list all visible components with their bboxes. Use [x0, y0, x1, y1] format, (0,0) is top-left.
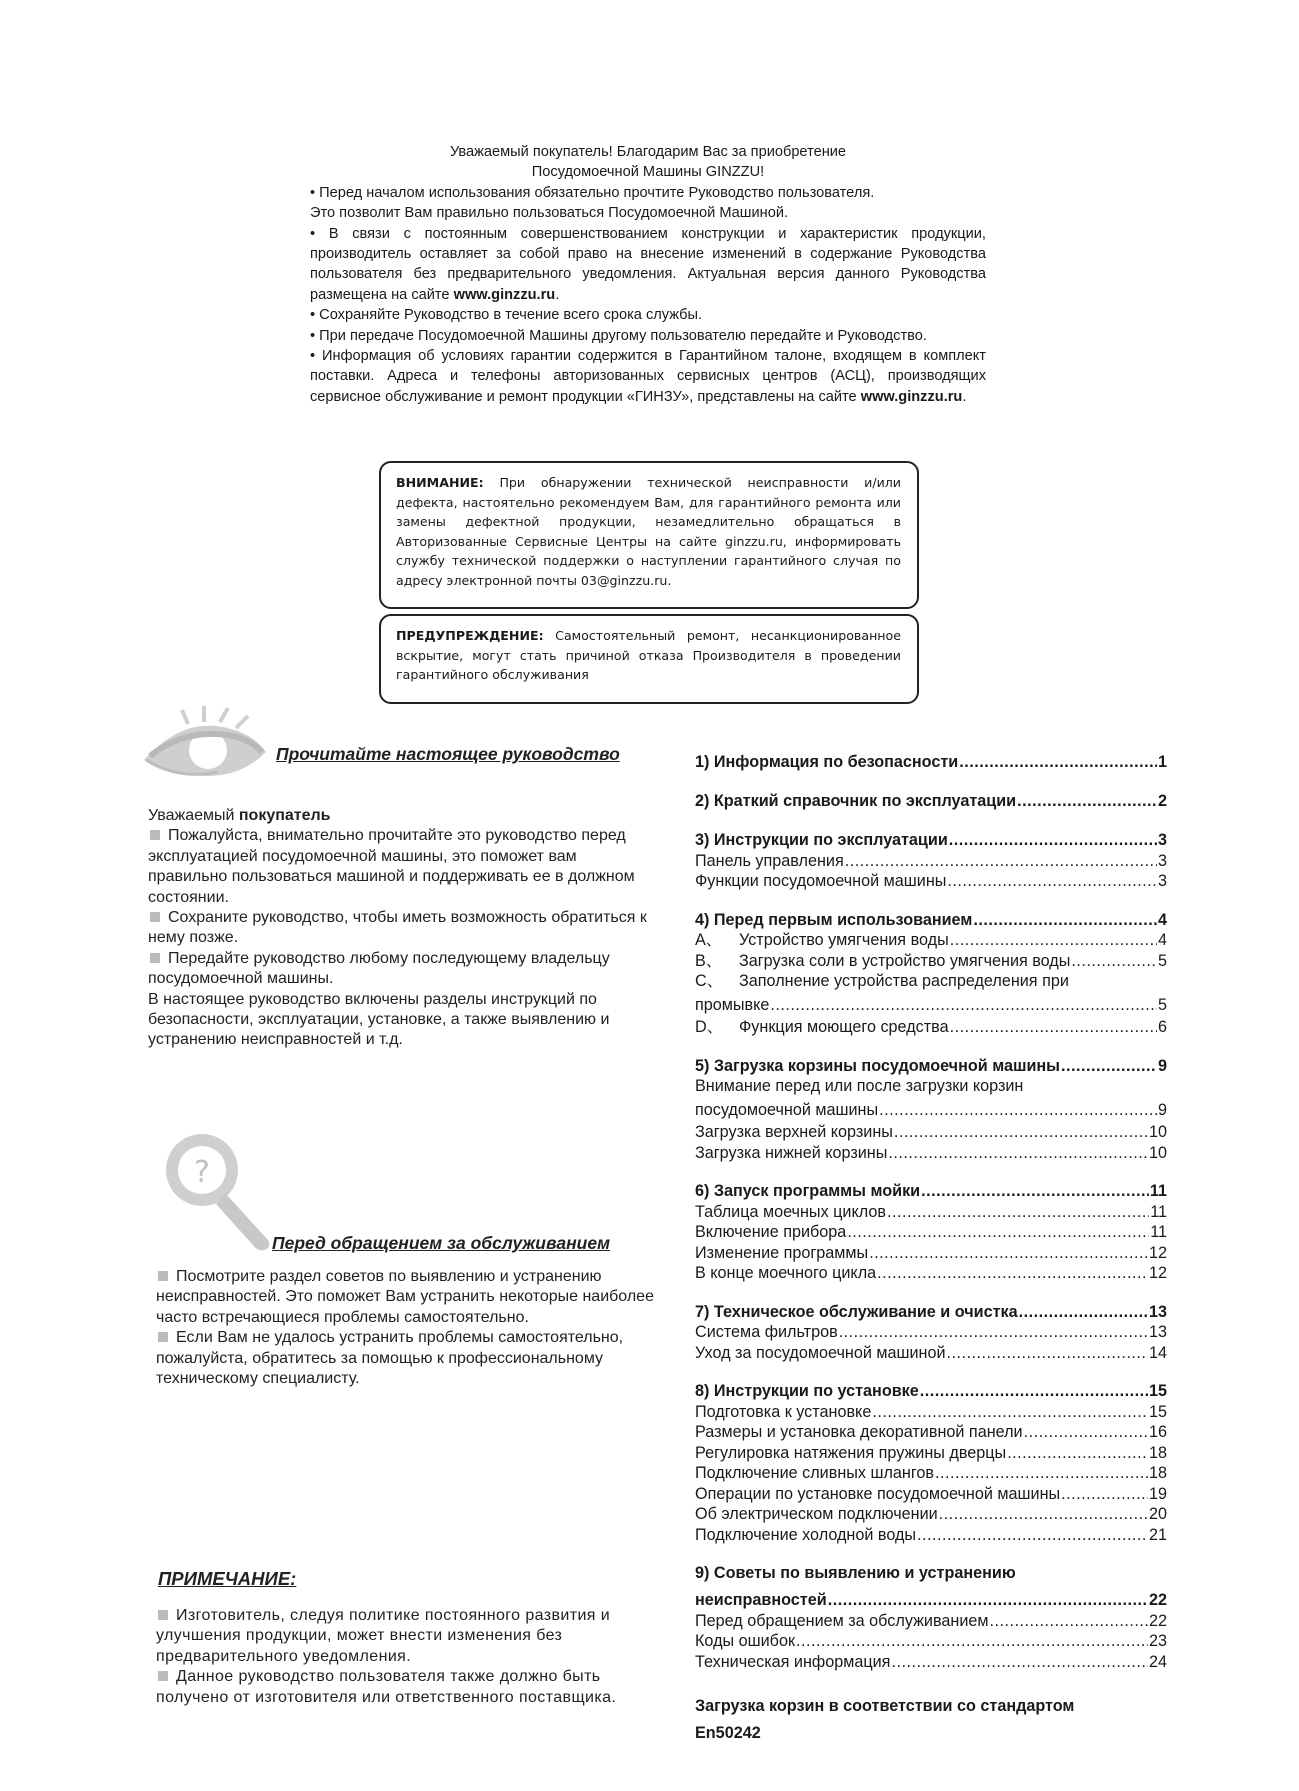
warning-box: [379, 614, 919, 704]
bullet-text: Сохраните руководство, чтобы иметь возможность обратиться к нему позже.: [148, 909, 647, 947]
toc-dots: [950, 1017, 1157, 1038]
toc-entry[interactable]: В конце моечного цикла ..... 12: [695, 1263, 1167, 1284]
toc-dots: [845, 851, 1157, 872]
note-heading: ПРИМЕЧАНИЕ:: [158, 1568, 297, 1589]
toc-entry[interactable]: 4) Перед первым использованием ..... 4: [695, 910, 1167, 931]
bullet-marker: [150, 953, 160, 963]
toc-entry[interactable]: Регулировка натяжения пружины дверцы ..... 18: [695, 1443, 1167, 1464]
toc-dots: [921, 1181, 1149, 1202]
toc-dots: [947, 871, 1157, 892]
toc-dots: [894, 1122, 1148, 1143]
bullet-paragraph: [156, 1328, 666, 1389]
toc-dots: [1024, 1422, 1148, 1443]
toc-dots: [973, 910, 1157, 931]
bullet-marker: [158, 1610, 168, 1620]
toc-entry[interactable]: Панель управления ..... 3: [695, 851, 1167, 872]
toc-entry[interactable]: Функции посудомоечной машины ..... 3: [695, 871, 1167, 892]
bullet-marker: [158, 1332, 168, 1342]
intro-paragraph: • Сохраняйте Руководство в течение всего срока службы.: [310, 307, 703, 324]
bullet-text: Если Вам не удалось устранить проблемы самостоятельно, пожалуйста, обратитесь за помощью к профессиональному техническому специалисту.: [156, 1329, 624, 1388]
toc-entry[interactable]: 7) Техническое обслуживание и очистка ..... 13: [695, 1302, 1167, 1323]
toc-section: [695, 752, 1167, 773]
toc-footer: [695, 1696, 1167, 1744]
toc-dots: [950, 930, 1157, 951]
toc-dots: [1071, 951, 1157, 972]
toc-entry[interactable]: 2) Краткий справочник по эксплуатации ..... 2: [695, 791, 1167, 812]
bullet-paragraph: [156, 1667, 636, 1708]
svg-text:?: ?: [194, 1155, 210, 1190]
toc-dots: [920, 1381, 1148, 1402]
bullet-paragraph: [148, 908, 652, 949]
toc-entry[interactable]: C、 Заполнение устройства распределения при: [695, 972, 1069, 990]
bullet-paragraph: [156, 1606, 636, 1667]
toc-dots: [947, 1343, 1148, 1364]
toc-dots: [847, 1222, 1149, 1243]
toc-entry[interactable]: Об электрическом подключении ..... 20: [695, 1504, 1167, 1525]
bullet-paragraph: [148, 949, 652, 990]
toc-section: [695, 791, 1167, 812]
toc-dots: [869, 1243, 1148, 1264]
toc-footer-line: Загрузка корзин в соответствии со стандартом: [695, 1697, 1075, 1715]
toc-dots: [949, 830, 1157, 851]
toc-entry[interactable]: 9) Советы по выявлению и устранению: [695, 1564, 1016, 1582]
bullet-marker: [150, 912, 160, 922]
toc-entry[interactable]: Загрузка нижней корзины ..... 10: [695, 1143, 1167, 1164]
toc-dots: [796, 1631, 1148, 1652]
toc-entry[interactable]: Загрузка верхней корзины ..... 10: [695, 1122, 1167, 1143]
warning-label: ПРЕДУПРЕЖДЕНИЕ:: [396, 628, 544, 643]
greeting-bold: покупатель: [238, 807, 331, 824]
toc-dots: [959, 752, 1157, 773]
toc-dots: [1019, 1302, 1148, 1323]
toc-footer-line: En50242: [695, 1724, 761, 1742]
toc-entry[interactable]: Система фильтров ..... 13: [695, 1322, 1167, 1343]
toc-section: [695, 1302, 1167, 1364]
toc-dots: [1017, 791, 1157, 812]
service-block: [156, 1267, 666, 1389]
toc-dots: [872, 1402, 1148, 1423]
toc-entry[interactable]: посудомоечной машины ..... 9: [695, 1099, 1167, 1122]
website-link[interactable]: www.ginzzu.ru: [453, 286, 556, 303]
warning-text: Самостоятельный ремонт, несанкционированное вскрытие, могут стать причиной отказа Производителя в проведении гарантийного обслуживания: [396, 628, 901, 683]
eye-icon: [138, 702, 278, 782]
toc-entry[interactable]: Таблица моечных циклов ..... 11: [695, 1202, 1167, 1223]
toc-dots: [935, 1463, 1148, 1484]
bullet-paragraph: [148, 826, 652, 908]
toc-section: [695, 1381, 1167, 1545]
toc-section: [695, 1181, 1167, 1284]
table-of-contents: [695, 752, 1167, 1744]
toc-dots: [887, 1202, 1149, 1223]
toc-entry[interactable]: 3) Инструкции по эксплуатации ..... 3: [695, 830, 1167, 851]
bullet-marker: [158, 1271, 168, 1281]
bullet-text: Посмотрите раздел советов по выявлению и устранению неисправностей. Это поможет Вам устранить некоторые наиболее часто встречающиеся проблемы самостоятельно.: [156, 1268, 654, 1326]
toc-entry[interactable]: 1) Информация по безопасности ..... 1: [695, 752, 1167, 773]
intro-text: .: [555, 286, 560, 303]
bullet-text: Передайте руководство любому последующему владельцу посудомоечной машины.: [148, 949, 610, 988]
greeting: [148, 806, 652, 826]
magnifier-question-icon: [160, 1128, 280, 1258]
toc-entry[interactable]: Техническая информация ..... 24: [695, 1652, 1167, 1673]
toc-entry[interactable]: Операции по установке посудомоечной машины ..... 19: [695, 1484, 1167, 1505]
paragraph: В настоящее руководство включены разделы инструкций по безопасности, эксплуатации, установке, а также выявлению и устранению неисправностей и т.д.: [148, 990, 610, 1049]
attention-text: При обнаружении технической неисправности и/или дефекта, настоятельно рекомендуем Вам, для гарантийного ремонта или замены дефектной продукции, незамедлительно обращаться в Авторизованные Сервисные Центры на сайте ginzzu.ru, информировать службу технической поддержки о наступлении гарантийного случая по адресу электронной почты 03@ginzzu.ru.: [396, 475, 901, 588]
intro-text: .: [962, 388, 967, 405]
toc-dots: [879, 1099, 1157, 1122]
toc-entry[interactable]: неисправностей ..... 22: [695, 1590, 1167, 1611]
intro-paragraph: [310, 346, 986, 407]
toc-dots: [917, 1525, 1148, 1546]
toc-dots: [891, 1652, 1148, 1673]
note-block: [156, 1606, 636, 1708]
toc-dots: [1061, 1056, 1157, 1077]
intro-block: [310, 142, 986, 407]
toc-entry[interactable]: Внимание перед или после загрузки корзин: [695, 1077, 1024, 1095]
toc-entry[interactable]: Подключение холодной воды ..... 21: [695, 1525, 1167, 1546]
intro-paragraph: • При передаче Посудомоечной Машины другому пользователю передайте и Руководство.: [310, 327, 927, 344]
bullet-marker: [150, 830, 160, 840]
toc-section: [695, 1056, 1167, 1164]
intro-text: • В связи с постоянным совершенствованием конструкции и характеристик продукции, производитель оставляет за собой право на внесение изменений в содержание Руководства пользователя без предварительного уведомления. Актуальная версия данного Руководства размещена на сайте: [310, 225, 986, 303]
read-manual-heading: Прочитайте настоящее руководство: [276, 744, 620, 764]
toc-dots: [939, 1504, 1148, 1525]
toc-dots: [828, 1590, 1148, 1611]
toc-section: [695, 910, 1167, 1038]
greeting-line-2: Посудомоечной Машины GINZZU!: [531, 164, 765, 181]
toc-dots: [888, 1143, 1148, 1164]
read-manual-block: [148, 806, 652, 1051]
service-heading: Перед обращением за обслуживанием: [272, 1233, 611, 1253]
toc-dots: [1007, 1443, 1148, 1464]
toc-entry[interactable]: D、 Функция моющего средства ..... 6: [695, 1017, 1167, 1038]
toc-section: [695, 830, 1167, 892]
toc-section: [695, 1563, 1167, 1672]
toc-dots: [1061, 1484, 1148, 1505]
toc-dots: [770, 994, 1157, 1017]
bullet-text: Данное руководство пользователя также должно быть получено от изготовителя или ответственного поставщика.: [156, 1668, 617, 1706]
toc-entry[interactable]: Коды ошибок ..... 23: [695, 1631, 1167, 1652]
toc-entry[interactable]: Размеры и установка декоративной панели ..... 16: [695, 1422, 1167, 1443]
toc-entry[interactable]: 8) Инструкции по установке ..... 15: [695, 1381, 1167, 1402]
intro-text: • Информация об условиях гарантии содержится в Гарантийном талоне, входящем в комплект поставки. Адреса и телефоны авторизованных сервисных центров (АСЦ), производящих сервисное обслуживание и ремонт продукции «ГИНЗУ», представлены на сайте: [310, 348, 986, 405]
toc-dots: [839, 1322, 1148, 1343]
bullet-text: Изготовитель, следуя политике постоянного развития и улучшения продукции, может внести изменения без предварительного уведомления.: [156, 1607, 611, 1665]
greeting-text: Уважаемый: [148, 807, 239, 824]
toc-entry[interactable]: Изменение программы ..... 12: [695, 1243, 1167, 1264]
intro-paragraph: [310, 224, 986, 306]
bullet-paragraph: [156, 1267, 666, 1328]
toc-entry[interactable]: Уход за посудомоечной машиной ..... 14: [695, 1343, 1167, 1364]
intro-paragraph: Это позволит Вам правильно пользоваться Посудомоечной Машиной.: [310, 205, 789, 222]
greeting-line-1: Уважаемый покупатель! Благодарим Вас за приобретение: [449, 144, 847, 160]
toc-entry[interactable]: A、 Устройство умягчения воды ..... 4: [695, 930, 1167, 951]
intro-paragraph: • Перед началом использования обязательно прочтите Руководство пользователя.: [310, 184, 875, 201]
toc-entry[interactable]: Подготовка к установке ..... 15: [695, 1402, 1167, 1423]
toc-entry[interactable]: 6) Запуск программы мойки ..... 11: [695, 1181, 1167, 1202]
toc-dots: [877, 1263, 1148, 1284]
toc-entry[interactable]: Подключение сливных шлангов ..... 18: [695, 1463, 1167, 1484]
attention-label: ВНИМАНИЕ:: [396, 475, 484, 490]
toc-entry[interactable]: промывке ..... 5: [695, 994, 1167, 1017]
bullet-text: Пожалуйста, внимательно прочитайте это руководство перед эксплуатацией посудомоечной машины, это поможет вам правильно пользоваться машиной и поддерживать ее в должном состоянии.: [148, 827, 635, 906]
toc-entry[interactable]: B、 Загрузка соли в устройство умягчения воды ..... 5: [695, 951, 1167, 972]
toc-entry[interactable]: 5) Загрузка корзины посудомоечной машины ..... 9: [695, 1056, 1167, 1077]
attention-box: [379, 461, 919, 609]
toc-entry[interactable]: Включение прибора ..... 11: [695, 1222, 1167, 1243]
website-link[interactable]: www.ginzzu.ru: [860, 388, 963, 405]
bullet-marker: [158, 1671, 168, 1681]
toc-entry[interactable]: Перед обращением за обслуживанием ..... 22: [695, 1611, 1167, 1632]
toc-dots: [990, 1611, 1148, 1632]
